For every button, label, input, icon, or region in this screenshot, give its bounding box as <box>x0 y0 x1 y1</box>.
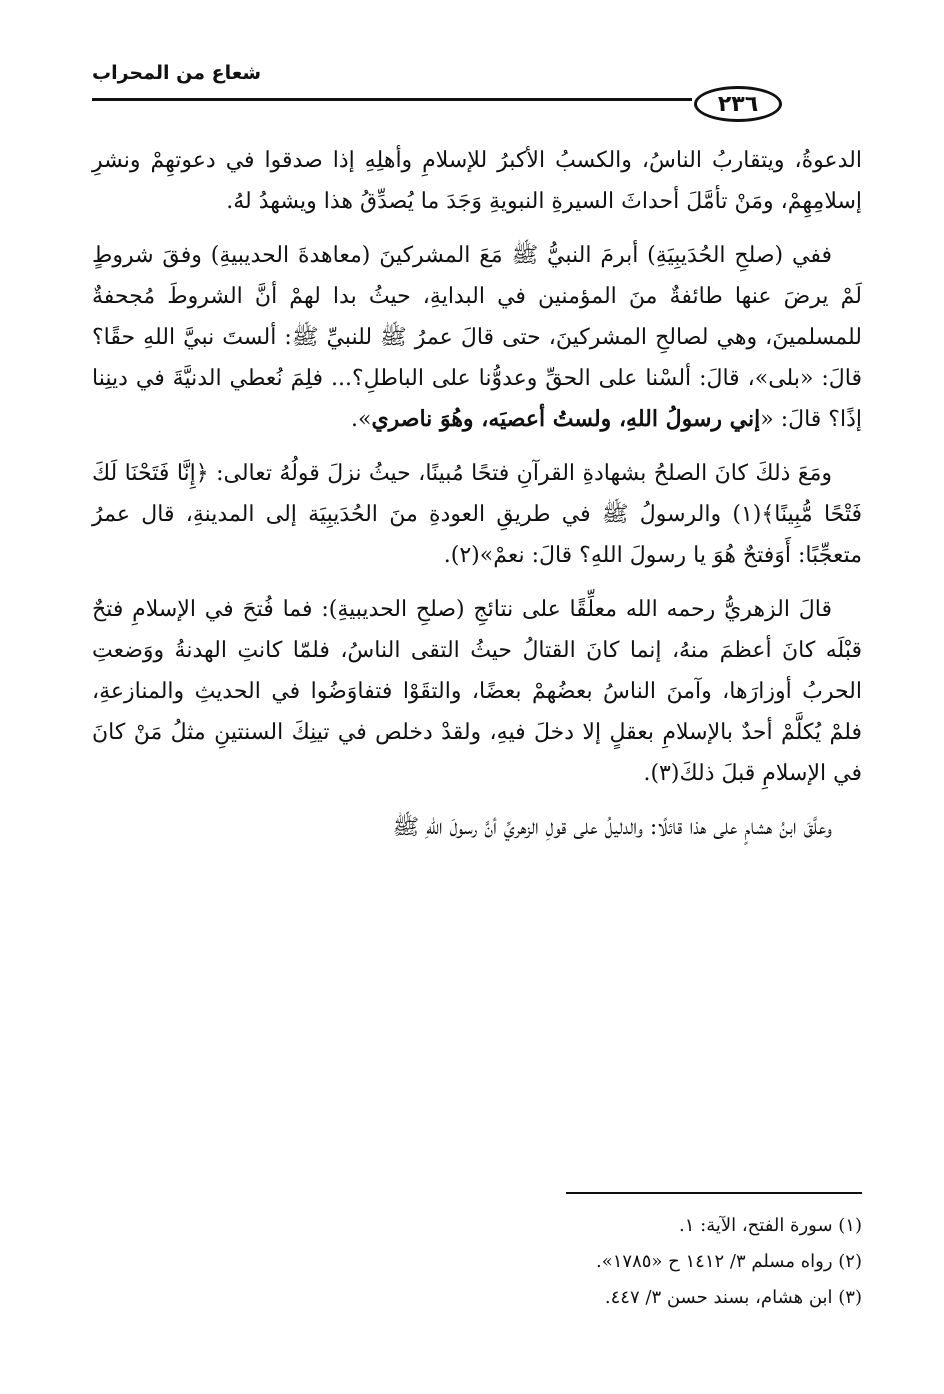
running-title: شعاع من المحراب <box>92 62 262 84</box>
paragraph-2-text: ففي (صلحِ الحُدَيبِيَةِ) أبرمَ النبيُّ ﷺ مَعَ المشركينَ (معاهدةَ الحديبيةِ) وفقَ شروطٍ لَمْ يرضَ عنها طائفةٌ منَ المؤمنين في البدايةِ، حيثُ بدا لهمْ أنَّ الشروطَ مُجحفةٌ للمسلمينَ، وهي لصالحِ المشركينَ، حتى قالَ عمرُ ﷺ للنبيِّ ﷺ: ألستَ نبيَّ اللهِ حقًا؟ قالَ: «بلى»، قالَ: ألسْنا على الحقِّ وعدوُّنا على الباطلِ؟... فلِمَ نُعطي الدنيَّةَ في دينِنا إذًا؟ قالَ: « <box>92 243 862 432</box>
paragraph-4 <box>92 589 862 794</box>
paragraph-2-end: ». <box>350 407 372 432</box>
paragraph-4-text: قالَ الزهريُّ رحمه الله معلِّقًا على نتائجِ (صلحِ الحديبيةِ): فما فُتحَ في الإسلامِ فتحٌ قبْلَه كانَ أعظمَ منهُ، إنما كانَ القتالُ حيثُ التقى الناسُ، فلمّا كانتِ الهدنةُ ووَضعتِ الحربُ أوزارَها، وآمنَ الناسُ بعضُهمْ بعضًا، والتقَوْا فتفاوَضُوا في الحديثِ والمنازعةِ، فلمْ يُكلَّمْ أحدٌ بالإسلامِ بعقلٍ إلا دخلَ فيهِ، ولقدْ دخلص في تينِكَ السنتينِ مثلُ مَنْ كانَ في الإسلامِ قبلَ ذلكَ(٣). <box>92 597 862 786</box>
header-rule <box>92 98 692 101</box>
body-text <box>92 140 862 861</box>
paragraph-1-line-1: الدعوةُ، ويتقاربُ الناسُ، والكسبُ الأكبرُ للإسلامِ وأهلِهِ إذا صدقوا في دعوتهِمْ <box>150 148 863 173</box>
footnotes <box>92 1208 862 1316</box>
footnote-1: (١) سورة الفتح، الآية: ١. <box>679 1215 862 1236</box>
paragraph-5-text: وعلَّقَ ابنُ هشامٍ على هذا قائلًا: والدليلُ على قولِ الزهريِّ أنَّ رسولَ اللهِ ﷺ <box>392 815 832 840</box>
paragraph-3 <box>92 453 862 576</box>
paragraph-2-bold-quote: إني رسولُ اللهِ، ولستُ أعصيَه، وهُوَ ناصري <box>371 406 761 432</box>
page-header <box>92 58 862 128</box>
paragraph-2 <box>92 235 862 440</box>
footnote-rule <box>566 1192 862 1194</box>
paragraph-3-text: ومَعَ ذلكَ كانَ الصلحُ بشهادةِ القرآنِ فتحًا مُبينًا، حيثُ نزلَ قولُهُ تعالى: ﴿إِنَّا فَتَحْنَا لَكَ فَتْحًا مُّبِينًا﴾(١) والرسولُ ﷺ في طريقِ العودةِ منَ الحُدَيبِيَة إلى المدينةِ، قال عمرُ متعجِّبًا: أَوَفتحٌ هُوَ يا رسولَ اللهِ؟ قالَ: نعمْ»(٢). <box>92 461 863 568</box>
paragraph-1-line-2: ونشرِ إسلامِهِمْ، ومَنْ تأمَّلَ أحداثَ السيرةِ النبويةِ وَجَدَ ما يُصدِّقُ هذا ويشهدُ لهُ. <box>92 148 862 214</box>
footnote-2: (٢) رواه مسلم ٣/ ١٤١٢ ح «١٧٨٥». <box>596 1251 862 1272</box>
paragraph-1 <box>92 140 862 222</box>
paragraph-5 <box>92 807 862 848</box>
page-number: ٢٣٦ <box>694 86 782 122</box>
footnote-3: (٣) ابن هشام، بسند حسن ٣/ ٤٤٧. <box>604 1287 862 1308</box>
